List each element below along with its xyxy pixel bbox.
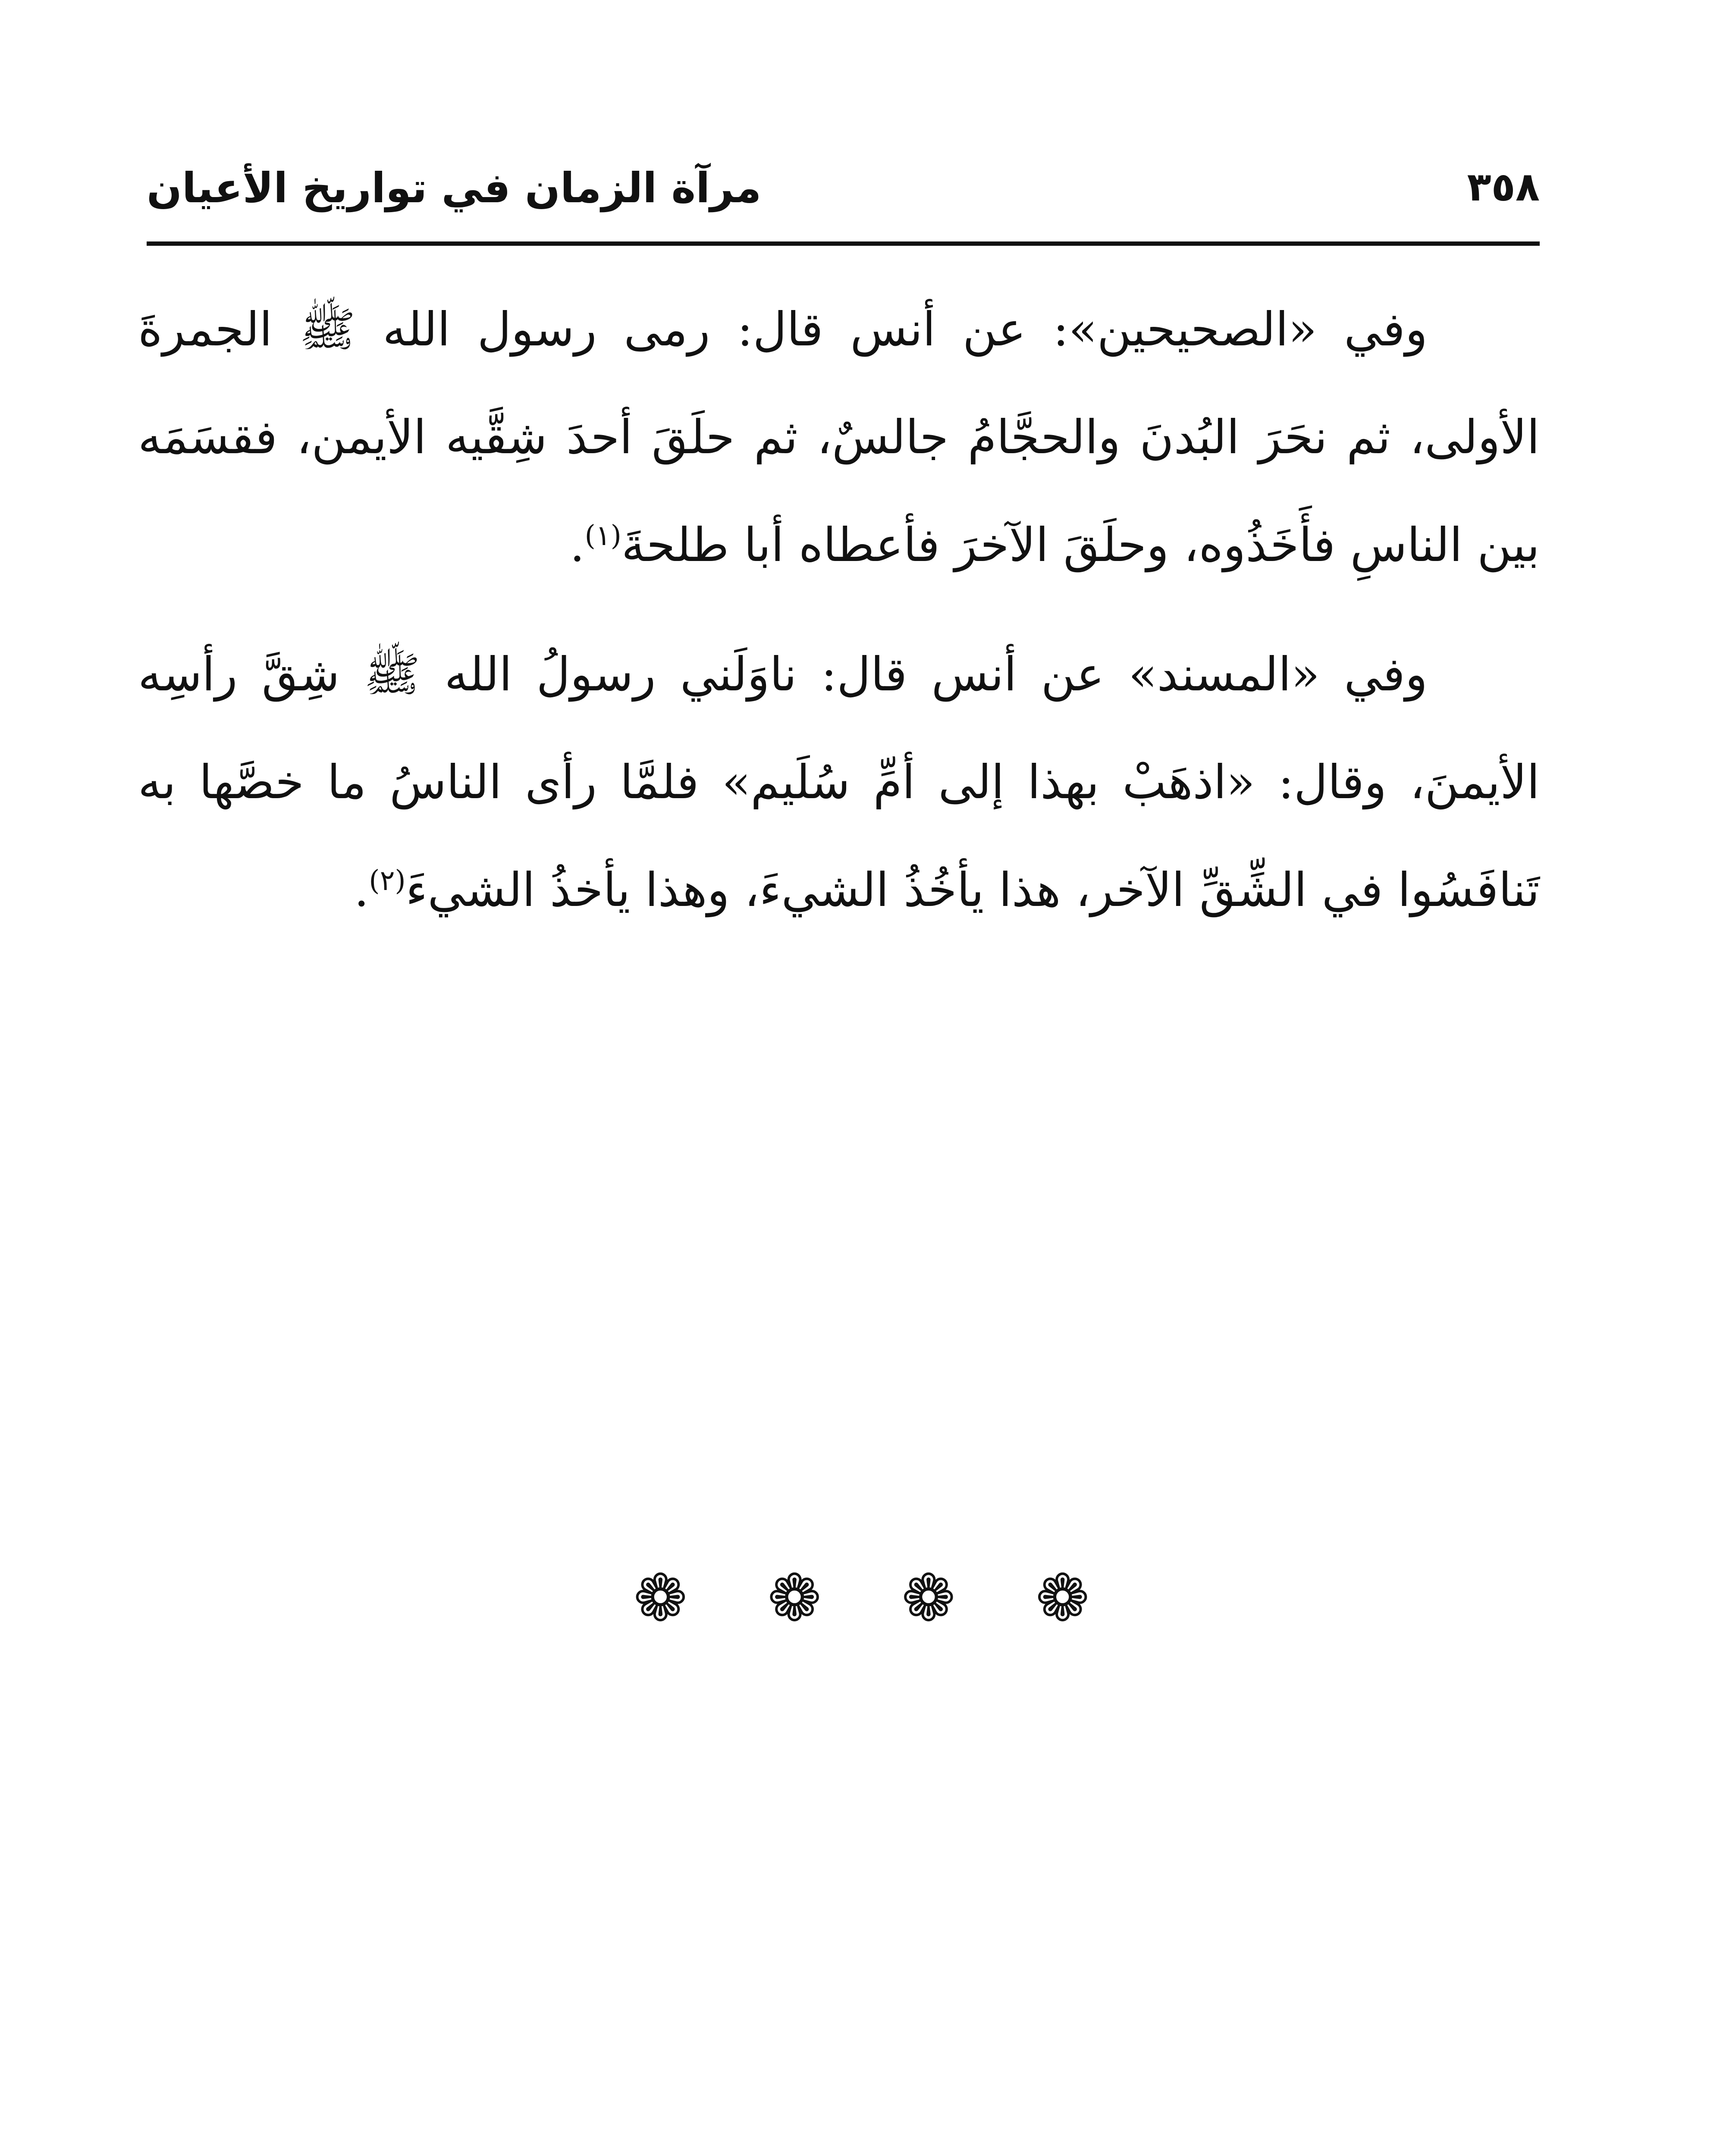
paragraph-1-end: . [570,518,585,572]
footnote-ref-2: (٢) [369,865,406,897]
paragraph-2 [138,621,1540,944]
paragraph-2-end: . [354,863,369,917]
section-ornaments [0,1561,1723,1636]
main-text [138,276,1540,966]
page-header [147,155,1540,241]
paragraph-2-text: وفي «المسند» عن أنس قال: ناوَلَني رسولُ الله ﷺ شِقَّ رأسِه الأيمنَ، وقال: «اذهَبْ بهذا إلى أمِّ سُلَيم» فلمَّا رأى الناسُ ما خصَّها به تَنافَسُوا في الشِّقِّ الآخر، هذا يأخُذُ الشيءَ، وهذا يأخذُ الشيءَ [138,648,1540,917]
paragraph-1-text: وفي «الصحيحين»: عن أنس قال: رمى رسول الله ﷺ الجمرةَ الأولى، ثم نحَرَ البُدنَ والحجَّامُ جالسٌ، ثم حلَقَ أحدَ شِقَّيه الأيمن، فقسَمَه بين الناسِ فأَخَذُوه، وحلَقَ الآخرَ فأعطاه أبا طلحةَ [138,303,1540,572]
flower-ornament-icon: ❁ [767,1561,822,1636]
header-divider [147,241,1540,246]
footnote-ref-1: (١) [584,520,621,552]
page-number: ٣٥٨ [1467,164,1540,210]
flower-ornament-icon: ❁ [901,1561,956,1636]
running-title: مرآة الزمان في تواريخ الأعيان [147,164,762,212]
flower-ornament-icon: ❁ [633,1561,688,1636]
flower-ornament-icon: ❁ [1035,1561,1090,1636]
paragraph-1 [138,276,1540,599]
